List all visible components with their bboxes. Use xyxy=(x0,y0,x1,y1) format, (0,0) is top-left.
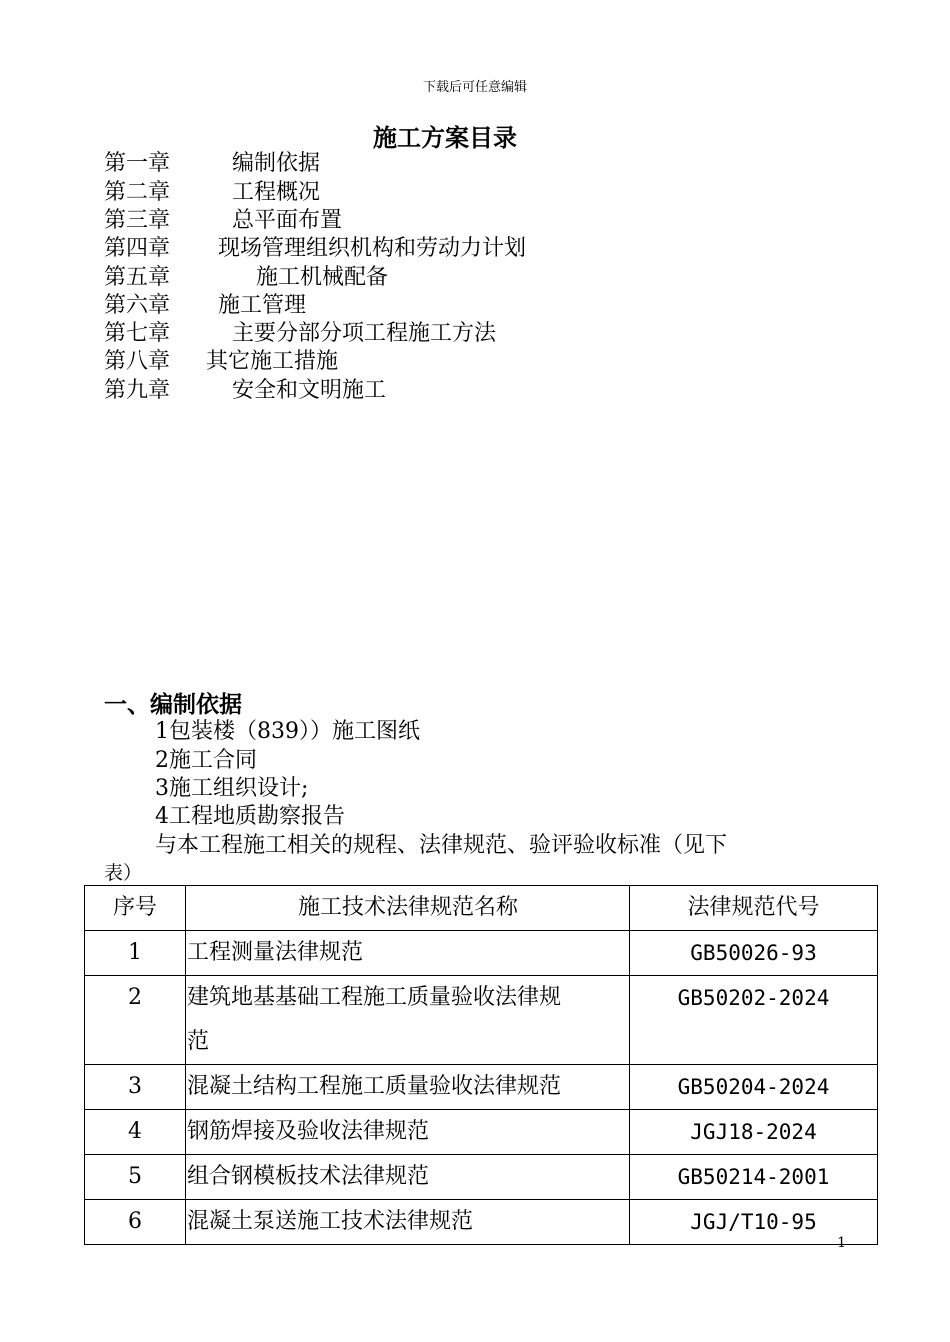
header-cell-number: 序号 xyxy=(85,886,186,931)
basis-item: 1包装楼（839））施工图纸 xyxy=(155,719,420,744)
basis-item: 3施工组织设计; xyxy=(155,776,309,801)
row-name-line: 建筑地基基础工程施工质量验收法律规 xyxy=(187,985,562,1010)
toc-chapter-number: 第八章 xyxy=(104,349,171,374)
row-name: 混凝土泵送施工技术法律规范 xyxy=(186,1200,630,1245)
row-number: 6 xyxy=(85,1200,186,1245)
row-name: 工程测量法律规范 xyxy=(186,931,630,976)
toc-chapter-number: 第七章 xyxy=(104,321,171,346)
toc-chapter-title: 总平面布置 xyxy=(232,208,343,233)
norms-table xyxy=(84,885,878,1245)
table-row xyxy=(85,1155,878,1200)
toc-chapter-number: 第六章 xyxy=(104,293,171,318)
row-code: GB50026-93 xyxy=(630,931,878,976)
toc-chapter-number: 第四章 xyxy=(104,236,171,261)
row-number: 1 xyxy=(85,931,186,976)
row-number: 4 xyxy=(85,1110,186,1155)
row-number: 5 xyxy=(85,1155,186,1200)
basis-item: 4工程地质勘察报告 xyxy=(155,804,345,829)
table-header-row xyxy=(85,886,878,931)
row-code: GB50204-2024 xyxy=(630,1065,878,1110)
table-row xyxy=(85,1110,878,1155)
toc-chapter-title: 施工管理 xyxy=(218,293,307,318)
toc-chapter-title: 主要分部分项工程施工方法 xyxy=(232,321,497,346)
row-code: GB50202-2024 xyxy=(630,976,878,1065)
basis-note: 与本工程施工相关的规程、法律规范、验评验收标准（见下 xyxy=(155,833,728,858)
basis-item: 2施工合同 xyxy=(155,748,257,773)
toc-chapter-title: 编制依据 xyxy=(232,151,321,176)
row-name: 钢筋焊接及验收法律规范 xyxy=(186,1110,630,1155)
table-row xyxy=(85,1065,878,1110)
basis-note-continued: 表） xyxy=(104,862,143,884)
row-number: 3 xyxy=(85,1065,186,1110)
toc-chapter-number: 第一章 xyxy=(104,151,171,176)
row-name: 混凝土结构工程施工质量验收法律规范 xyxy=(186,1065,630,1110)
section-heading: 一、编制依据 xyxy=(104,692,242,718)
row-code: GB50214-2001 xyxy=(630,1155,878,1200)
row-name-line: 范 xyxy=(187,1029,210,1054)
toc-chapter-title: 工程概况 xyxy=(232,180,321,205)
row-code: JGJ18-2024 xyxy=(630,1110,878,1155)
toc-chapter-number: 第三章 xyxy=(104,208,171,233)
row-number: 2 xyxy=(85,976,186,1065)
toc-chapter-number: 第九章 xyxy=(104,378,171,403)
page-number: 1 xyxy=(837,1235,846,1251)
toc-chapter-title: 现场管理组织机构和劳动力计划 xyxy=(218,236,527,261)
toc-chapter-number: 第五章 xyxy=(104,265,171,290)
header-cell-name: 施工技术法律规范名称 xyxy=(186,886,630,931)
toc-chapter-title: 安全和文明施工 xyxy=(232,378,387,403)
table-row xyxy=(85,1200,878,1245)
row-name xyxy=(186,976,630,1065)
table-row xyxy=(85,931,878,976)
header-cell-code: 法律规范代号 xyxy=(630,886,878,931)
row-code: JGJ/T10-95 xyxy=(630,1200,878,1245)
toc-chapter-title: 其它施工措施 xyxy=(206,349,339,374)
row-name: 组合钢模板技术法律规范 xyxy=(186,1155,630,1200)
table-row xyxy=(85,976,878,1065)
toc-chapter-number: 第二章 xyxy=(104,180,171,205)
toc-chapter-title: 施工机械配备 xyxy=(256,265,389,290)
document-title: 施工方案目录 xyxy=(373,124,517,152)
header-note: 下载后可任意编辑 xyxy=(422,80,527,95)
